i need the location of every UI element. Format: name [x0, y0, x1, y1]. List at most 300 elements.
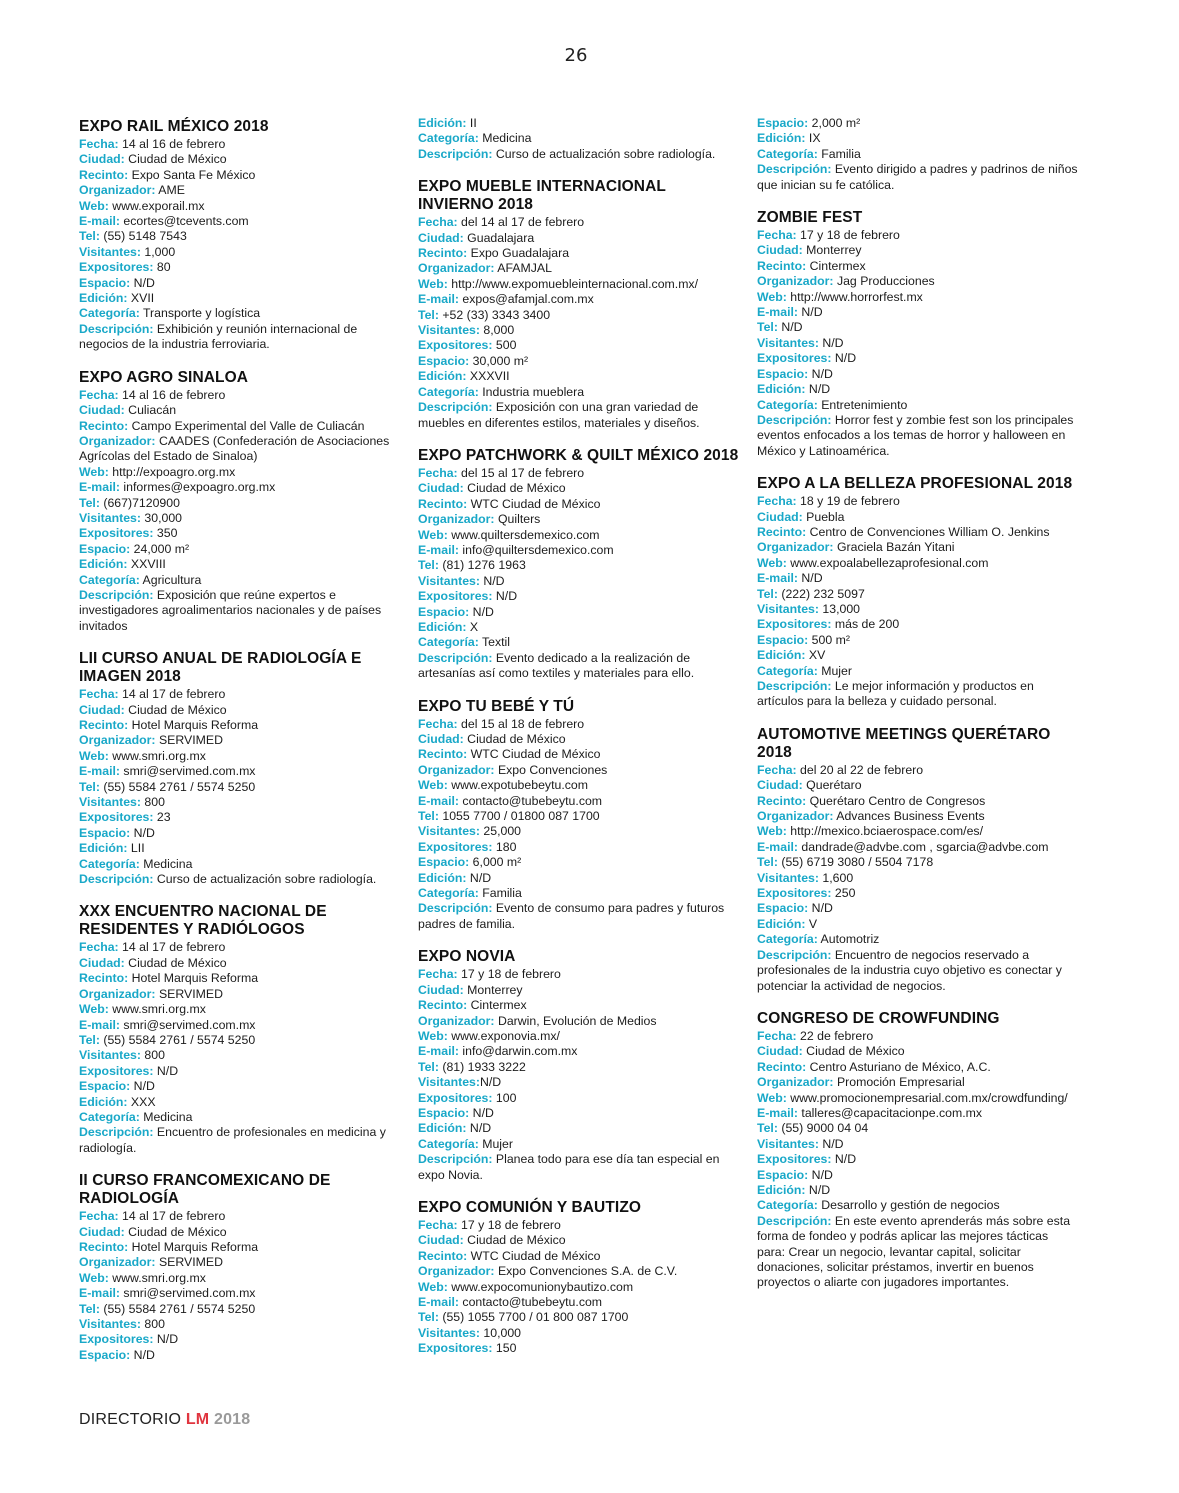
field-value: 17 y 18 de febrero: [457, 1217, 561, 1232]
field-label: Expositores:: [79, 810, 154, 825]
field-label: Edición:: [79, 557, 128, 572]
field-label: Web:: [418, 276, 448, 291]
event-entry: [79, 369, 399, 635]
field-value: X: [466, 619, 479, 634]
field-value: 17 y 18 de febrero: [457, 967, 561, 982]
field-value: 24,000 m²: [130, 541, 190, 556]
event-field: [418, 871, 740, 886]
event-title: II CURSO FRANCOMEXICANO DE RADIOLOGÍA: [79, 1172, 331, 1208]
event-field: [418, 1075, 740, 1090]
event-field: [757, 510, 1079, 525]
field-label: Categoría:: [757, 1198, 818, 1213]
field-value: 500: [492, 338, 517, 353]
field-value: Expo Guadalajara: [467, 246, 570, 261]
field-value: 18 y 19 de febrero: [796, 494, 900, 509]
field-label: Recinto:: [79, 418, 129, 433]
field-value: 80: [153, 260, 171, 275]
event-field: [757, 679, 1079, 710]
field-value: smri@servimed.com.mx: [120, 764, 256, 779]
event-field: [79, 987, 399, 1002]
field-value: WTC Ciudad de México: [467, 1248, 601, 1263]
event-field: [79, 1064, 399, 1079]
field-label: Recinto:: [79, 167, 129, 182]
field-label: Visitantes:: [79, 1317, 141, 1331]
event-field: [418, 1060, 740, 1075]
field-value: Querétaro: [802, 778, 862, 793]
field-value: N/D: [469, 1105, 494, 1120]
field-value: N/D: [818, 335, 844, 350]
field-value: 25,000: [479, 824, 521, 839]
event-entry: [79, 650, 399, 887]
field-value: N/D: [130, 825, 155, 840]
event-field: [757, 948, 1079, 994]
field-value: N/D: [466, 1121, 492, 1136]
field-value: Ciudad de México: [124, 955, 227, 970]
field-label: Ciudad:: [79, 955, 125, 970]
field-value: N/D: [479, 573, 505, 588]
field-value: WTC Ciudad de México: [467, 496, 601, 511]
field-value: 14 al 17 de febrero: [118, 940, 226, 955]
field-value: Hotel Marquis Reforma: [128, 1239, 259, 1254]
event-field: [757, 494, 1079, 509]
field-value: 800: [140, 1048, 165, 1063]
field-label: Web:: [418, 527, 448, 542]
field-label: Web:: [79, 464, 109, 479]
field-value: XXVIII: [127, 557, 166, 572]
field-value: Le mejor información y productos en artículos para la belleza y cuidado personal.: [757, 679, 1034, 709]
event-entry: [757, 209, 1079, 459]
field-label: Web:: [79, 1270, 109, 1285]
event-field: [757, 116, 1079, 131]
field-label: Organizador:: [757, 1075, 834, 1090]
event-field: [418, 855, 740, 870]
field-label: Ciudad:: [757, 1044, 803, 1059]
field-value: Encuentro de profesionales en medicina y radiología.: [79, 1125, 386, 1155]
event-field: [757, 147, 1079, 162]
field-label: Fecha:: [79, 387, 119, 402]
event-field: [757, 228, 1079, 243]
field-label: E-mail:: [79, 1017, 120, 1032]
field-label: Edición:: [418, 870, 467, 885]
field-value: AME: [155, 183, 185, 198]
event-field: [79, 496, 399, 511]
field-label: Descripción:: [79, 587, 154, 602]
field-label: Web:: [418, 778, 448, 793]
event-field: [418, 558, 740, 573]
field-label: Web:: [79, 198, 109, 213]
field-value: www.promocionempresarial.com.mx/crowdfunding/: [786, 1090, 1068, 1105]
event-field: [418, 1029, 740, 1044]
field-label: Categoría:: [418, 886, 479, 901]
event-field: [757, 1060, 1079, 1075]
event-field: [757, 809, 1079, 824]
event-field: [757, 367, 1079, 382]
event-field: [418, 323, 740, 338]
event-entry-continued: [757, 116, 1079, 193]
field-value: http://www.expomuebleinternacional.com.mx/: [447, 276, 698, 291]
field-label: Web:: [757, 555, 787, 570]
event-field: [79, 465, 399, 480]
field-label: Tel:: [757, 320, 778, 335]
field-label: Visitantes:: [79, 1048, 141, 1063]
event-field: [418, 1106, 740, 1121]
event-field: [79, 1286, 399, 1301]
field-label: Espacio:: [757, 1167, 809, 1182]
field-label: Edición:: [418, 1121, 467, 1136]
field-label: Recinto:: [418, 496, 468, 511]
field-label: Visitantes:: [418, 1075, 480, 1090]
field-value: expos@afamjal.com.mx: [459, 292, 594, 307]
event-field: [79, 940, 399, 955]
field-value: 14 al 17 de febrero: [118, 687, 226, 702]
field-label: Espacio:: [757, 901, 809, 916]
field-label: Recinto:: [79, 718, 129, 732]
event-entry: [757, 1010, 1079, 1291]
event-field: [757, 932, 1079, 947]
field-label: Visitantes:: [79, 244, 141, 259]
field-label: Descripción:: [418, 400, 493, 415]
field-label: Edición:: [757, 382, 806, 397]
event-field: [757, 274, 1079, 289]
event-field: [757, 794, 1079, 809]
event-field: [79, 795, 399, 810]
field-label: Expositores:: [418, 839, 493, 854]
field-value: Medicina: [478, 131, 532, 146]
field-label: Expositores:: [79, 526, 154, 541]
event-field: [757, 1106, 1079, 1121]
event-field: [757, 763, 1079, 778]
event-field: [757, 1183, 1079, 1198]
event-field: [418, 131, 740, 146]
event-title: AUTOMOTIVE MEETINGS QUERÉTARO 2018: [757, 725, 1051, 761]
field-value: Cintermex: [806, 258, 866, 273]
event-field: [79, 168, 399, 183]
event-field: [757, 886, 1079, 901]
event-field: [418, 763, 740, 778]
field-label: Descripción:: [757, 1213, 832, 1228]
field-label: Ciudad:: [418, 982, 464, 997]
event-field: [79, 322, 399, 353]
field-value: Centro Asturiano de México, A.C.: [806, 1059, 991, 1074]
field-label: Tel:: [418, 809, 439, 824]
field-value: 22 de febrero: [796, 1028, 874, 1043]
field-label: Recinto:: [79, 1239, 129, 1254]
event-entry: [418, 178, 740, 431]
directory-column-3: [757, 118, 1079, 1307]
field-label: E-mail:: [418, 1044, 459, 1059]
field-label: Categoría:: [418, 131, 479, 146]
event-field: [79, 1317, 399, 1332]
field-value: WTC Ciudad de México: [467, 747, 601, 762]
field-value: 800: [140, 1317, 165, 1331]
event-field: [418, 528, 740, 543]
field-value: XXXVII: [466, 369, 510, 384]
field-value: Jag Producciones: [833, 274, 935, 289]
field-value: N/D: [469, 604, 494, 619]
field-label: Descripción:: [418, 901, 493, 916]
event-field: [79, 826, 399, 841]
event-field: [79, 291, 399, 306]
event-field: [418, 354, 740, 369]
field-label: Fecha:: [757, 762, 797, 777]
event-field: [757, 556, 1079, 571]
event-field: [79, 1125, 399, 1156]
field-value: (81) 1276 1963: [438, 558, 526, 573]
event-field: [418, 1341, 740, 1356]
field-label: Categoría:: [418, 384, 479, 399]
footer-directorio: DIRECTORIO: [79, 1411, 186, 1428]
directory-column-1: [79, 118, 399, 1379]
event-field: [79, 971, 399, 986]
field-label: Expositores:: [79, 260, 154, 275]
field-label: Espacio:: [418, 604, 470, 619]
event-field: [418, 497, 740, 512]
field-label: Ciudad:: [418, 481, 464, 496]
field-value: Culiacán: [124, 403, 177, 418]
field-value: Exhibición y reunión internacional de negocios de la industria ferroviaria.: [79, 321, 358, 352]
event-field: [418, 824, 740, 839]
field-label: Organizador:: [79, 433, 156, 448]
field-label: E-mail:: [418, 292, 459, 307]
field-label: Tel:: [79, 495, 100, 510]
field-label: Ciudad:: [418, 732, 464, 746]
field-value: www.smri.org.mx: [108, 748, 206, 763]
field-value: Ciudad de México: [463, 481, 566, 496]
field-label: Visitantes:: [418, 1325, 480, 1340]
event-field: [757, 1121, 1079, 1136]
event-field: [79, 956, 399, 971]
field-label: Tel:: [79, 1301, 100, 1316]
field-value: En este evento aprenderás más sobre esta forma de fondeo y podrás aplicar las mejores tácticas para: Crear un negocio, levantar capital, solicitar donaciones, solicitar préstamos, invertir en buenos proyectos o aliarte con jugadores importantes.: [757, 1213, 1071, 1290]
event-field: [79, 419, 399, 434]
field-label: Ciudad:: [757, 778, 803, 793]
field-label: Categoría:: [418, 1136, 479, 1151]
field-label: Expositores:: [79, 1063, 154, 1078]
field-value: Campo Experimental del Valle de Culiacán: [128, 418, 365, 433]
field-label: Edición:: [79, 291, 128, 306]
field-value: (667)7120900: [99, 495, 180, 510]
field-label: Descripción:: [79, 872, 154, 887]
field-value: www.quiltersdemexico.com: [447, 527, 600, 542]
event-field: [79, 557, 399, 572]
event-field: [757, 1029, 1079, 1044]
field-value: 800: [140, 795, 165, 810]
footer-brand: [79, 1411, 250, 1429]
event-field: [79, 511, 399, 526]
field-label: Recinto:: [79, 971, 129, 986]
field-value: Centro de Convenciones William O. Jenkins: [806, 524, 1050, 539]
field-value: Mujer: [478, 1136, 513, 1151]
field-value: Entretenimiento: [817, 397, 908, 412]
event-entry: [79, 118, 399, 353]
event-field: [418, 512, 740, 527]
field-label: Expositores:: [418, 338, 493, 353]
field-label: Espacio:: [418, 855, 470, 870]
field-label: Espacio:: [79, 1347, 131, 1362]
field-value: Puebla: [802, 509, 845, 524]
event-field: [418, 620, 740, 635]
event-title: ZOMBIE FEST: [757, 209, 863, 227]
field-label: Categoría:: [418, 635, 479, 650]
event-field: [79, 214, 399, 229]
field-value: más de 200: [831, 617, 900, 632]
field-label: Visitantes:: [757, 870, 819, 885]
field-label: Expositores:: [418, 589, 493, 604]
field-value: CAADES (Confederación de Asociaciones Agrícolas del Estado de Sinaloa): [79, 433, 390, 464]
field-label: Organizador:: [79, 1255, 156, 1270]
event-field: [79, 810, 399, 825]
field-value: Promoción Empresarial: [833, 1075, 965, 1090]
field-label: Espacio:: [79, 1079, 131, 1094]
field-label: Expositores:: [757, 1152, 832, 1167]
event-field: [79, 229, 399, 244]
event-field: [757, 855, 1079, 870]
field-label: Visitantes:: [79, 510, 141, 525]
field-label: Tel:: [757, 855, 778, 870]
field-label: Expositores:: [79, 1332, 154, 1347]
event-field: [79, 1095, 399, 1110]
event-field: [79, 480, 399, 495]
field-value: LII: [127, 841, 145, 856]
event-field: [79, 542, 399, 557]
field-label: E-mail:: [418, 1295, 459, 1309]
field-value: Industria mueblera: [478, 384, 585, 399]
event-field: [79, 1255, 399, 1270]
event-field: [79, 403, 399, 418]
footer-year: 2018: [209, 1411, 251, 1428]
field-value: XXX: [127, 1094, 156, 1109]
field-label: Organizador:: [418, 261, 495, 276]
field-value: 30,000: [140, 510, 182, 525]
event-field: [418, 1137, 740, 1152]
field-label: E-mail:: [418, 542, 459, 557]
field-value: Medicina: [139, 1109, 193, 1124]
field-value: 350: [153, 526, 178, 541]
event-field: [418, 338, 740, 353]
field-value: Expo Convenciones S.A. de C.V.: [494, 1264, 678, 1279]
field-label: E-mail:: [79, 214, 120, 229]
field-label: Fecha:: [79, 1209, 119, 1224]
field-value: (81) 1933 3222: [438, 1059, 526, 1074]
field-label: Organizador:: [418, 1013, 495, 1028]
event-field: [418, 983, 740, 998]
field-label: Descripción:: [757, 412, 832, 427]
field-value: info@darwin.com.mx: [459, 1044, 578, 1059]
field-value: Exposición que reúne expertos e investigadores agroalimentarios nacionales y de países invitados: [79, 587, 382, 633]
field-label: Espacio:: [79, 275, 131, 290]
field-value: (55) 1055 7700 / 01 800 087 1700: [438, 1310, 629, 1325]
field-label: Descripción:: [79, 1125, 154, 1140]
field-value: (55) 5584 2761 / 5574 5250: [99, 779, 256, 794]
field-label: Organizador:: [418, 512, 495, 527]
field-value: 1,600: [818, 870, 854, 885]
field-value: +52 (33) 3343 3400: [438, 307, 551, 322]
field-label: Espacio:: [757, 116, 809, 130]
field-value: Familia: [817, 146, 861, 161]
event-field: [757, 1075, 1079, 1090]
field-label: E-mail:: [757, 571, 798, 586]
field-value: http://mexico.bciaerospace.com/es/: [786, 824, 983, 839]
field-value: dandrade@advbe.com , sgarcia@advbe.com: [798, 839, 1049, 854]
event-field: [79, 1033, 399, 1048]
event-field: [79, 687, 399, 702]
field-label: Espacio:: [757, 366, 809, 381]
event-entry: [757, 475, 1079, 710]
field-value: 6,000 m²: [469, 855, 522, 870]
field-value: N/D: [805, 1182, 831, 1197]
event-title: EXPO NOVIA: [418, 948, 516, 966]
event-field: [79, 1209, 399, 1224]
event-field: [79, 1110, 399, 1125]
event-field: [418, 1218, 740, 1233]
field-label: Descripción:: [418, 146, 493, 161]
event-field: [79, 1079, 399, 1094]
field-label: Organizador:: [757, 809, 834, 824]
field-value: www.exponovia.mx/: [447, 1028, 560, 1043]
field-label: Expositores:: [418, 1090, 493, 1105]
field-value: 30,000 m²: [469, 353, 529, 368]
field-value: Evento dirigido a padres y padrinos de niños que inician su fe católica.: [757, 162, 1078, 192]
event-field: [418, 481, 740, 496]
field-label: Web:: [79, 1002, 109, 1017]
event-field: [79, 1348, 399, 1363]
field-label: Fecha:: [418, 1217, 458, 1232]
field-value: smri@servimed.com.mx: [120, 1286, 256, 1301]
event-field: [757, 587, 1079, 602]
field-value: N/D: [808, 366, 833, 381]
field-label: Fecha:: [418, 215, 458, 230]
field-label: Espacio:: [757, 632, 809, 647]
field-label: Tel:: [757, 586, 778, 601]
field-label: Fecha:: [418, 465, 458, 480]
event-title: EXPO PATCHWORK & QUILT MÉXICO 2018: [418, 446, 739, 464]
field-label: Fecha:: [757, 494, 797, 509]
field-label: Fecha:: [79, 137, 119, 151]
event-field: [757, 382, 1079, 397]
field-value: Guadalajara: [463, 230, 535, 245]
field-label: Ciudad:: [757, 509, 803, 524]
event-field: [418, 1295, 740, 1310]
field-label: Recinto:: [757, 258, 807, 273]
event-field: [418, 308, 740, 323]
event-field: [79, 764, 399, 779]
field-value: N/D: [831, 351, 857, 366]
field-label: Recinto:: [418, 998, 468, 1013]
field-value: www.smri.org.mx: [108, 1270, 206, 1285]
field-label: Tel:: [418, 558, 439, 573]
field-label: Expositores:: [757, 617, 832, 632]
field-value: Advances Business Events: [833, 809, 985, 824]
field-value: N/D: [805, 382, 831, 397]
field-value: (55) 5584 2761 / 5574 5250: [99, 1301, 256, 1316]
field-value: SERVIMED: [155, 1255, 223, 1270]
field-value: Desarrollo y gestión de negocios: [817, 1198, 1000, 1213]
field-value: Ciudad de México: [802, 1044, 905, 1059]
field-value: 14 al 16 de febrero: [118, 387, 226, 402]
field-value: N/D: [153, 1063, 179, 1078]
field-label: E-mail:: [79, 1286, 120, 1301]
event-field: [418, 385, 740, 400]
field-label: Visitantes:: [757, 601, 819, 616]
event-field: [757, 259, 1079, 274]
field-value: 1055 7700 / 01800 087 1700: [438, 809, 600, 824]
field-label: Descripción:: [79, 321, 154, 336]
event-field: [418, 717, 740, 732]
field-label: Espacio:: [79, 825, 131, 840]
field-value: Monterrey: [463, 982, 523, 997]
event-field: [79, 260, 399, 275]
field-label: E-mail:: [757, 1105, 798, 1120]
